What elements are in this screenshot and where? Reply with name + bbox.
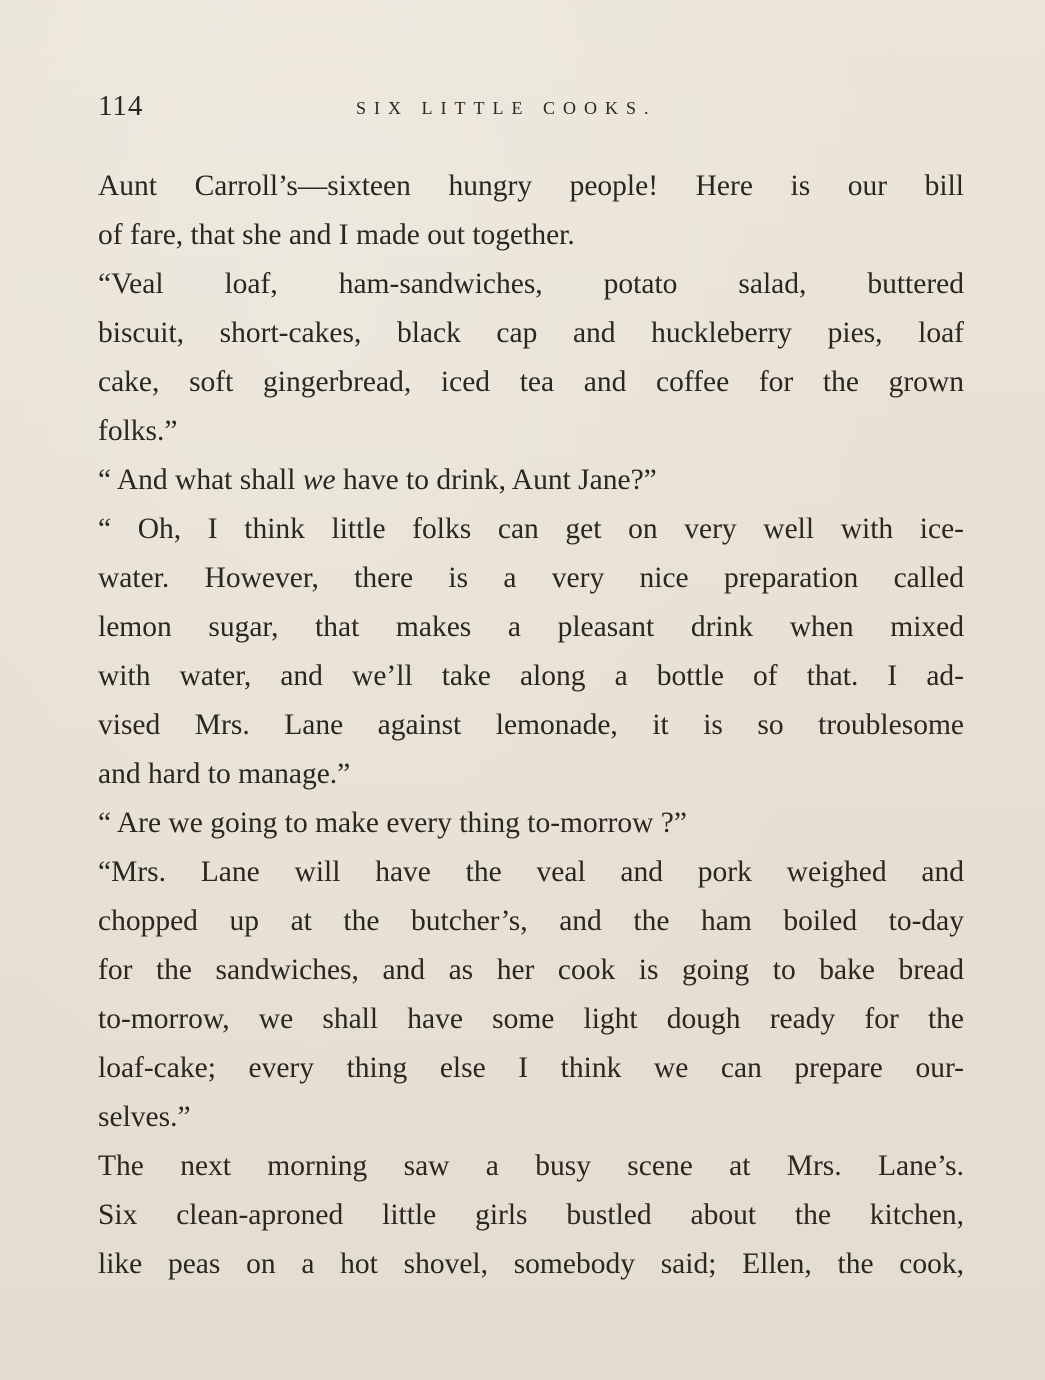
running-head: SIX LITTLE COOKS. bbox=[356, 98, 657, 118]
text-line: of fare, that she and I made out together. bbox=[98, 219, 575, 251]
text-line: biscuit, short-cakes, black cap and huckleberry pies, loaf bbox=[98, 317, 964, 349]
text-line: The next morning saw a busy scene at Mrs. Lane’s. bbox=[98, 1150, 964, 1182]
text-line: Aunt Carroll’s—sixteen hungry people! Here is our bill bbox=[98, 170, 964, 202]
text-line: like peas on a hot shovel, somebody said; Ellen, the cook, bbox=[98, 1248, 964, 1280]
text-line: selves.” bbox=[98, 1101, 191, 1133]
page-header bbox=[98, 90, 963, 130]
text-line: cake, soft gingerbread, iced tea and coffee for the grown bbox=[98, 366, 964, 398]
text-line: to-morrow, we shall have some light dough ready for the bbox=[98, 1003, 964, 1035]
text-line: and hard to manage.” bbox=[98, 758, 351, 790]
text-line: “Veal loaf, ham-sandwiches, potato salad, buttered bbox=[98, 268, 964, 300]
text-line: Six clean-aproned little girls bustled about the kitchen, bbox=[98, 1199, 964, 1231]
page-number: 114 bbox=[98, 90, 144, 122]
text-line: with water, and we’ll take along a bottle of that. I ad- bbox=[98, 660, 964, 692]
text-line: lemon sugar, that makes a pleasant drink when mixed bbox=[98, 611, 964, 643]
text-line: “Mrs. Lane will have the veal and pork weighed and bbox=[98, 856, 964, 888]
text-span: “ And what shall bbox=[98, 464, 296, 496]
body-text bbox=[98, 162, 964, 1289]
text-line: “ Oh, I think little folks can get on very well with ice- bbox=[98, 513, 964, 545]
text-line bbox=[98, 456, 964, 505]
text-line: vised Mrs. Lane against lemonade, it is so troublesome bbox=[98, 709, 964, 741]
text-line: water. However, there is a very nice preparation called bbox=[98, 562, 964, 594]
text-line: for the sandwiches, and as her cook is going to bake bread bbox=[98, 954, 964, 986]
text-span: have to drink, Aunt Jane?” bbox=[343, 464, 657, 496]
text-line: “ Are we going to make every thing to-morrow ?” bbox=[98, 807, 687, 839]
text-line: chopped up at the butcher’s, and the ham boiled to-day bbox=[98, 905, 964, 937]
text-line: folks.” bbox=[98, 415, 178, 447]
text-line: loaf-cake; every thing else I think we can prepare our- bbox=[98, 1052, 964, 1084]
emphasized-word: we bbox=[302, 464, 336, 496]
